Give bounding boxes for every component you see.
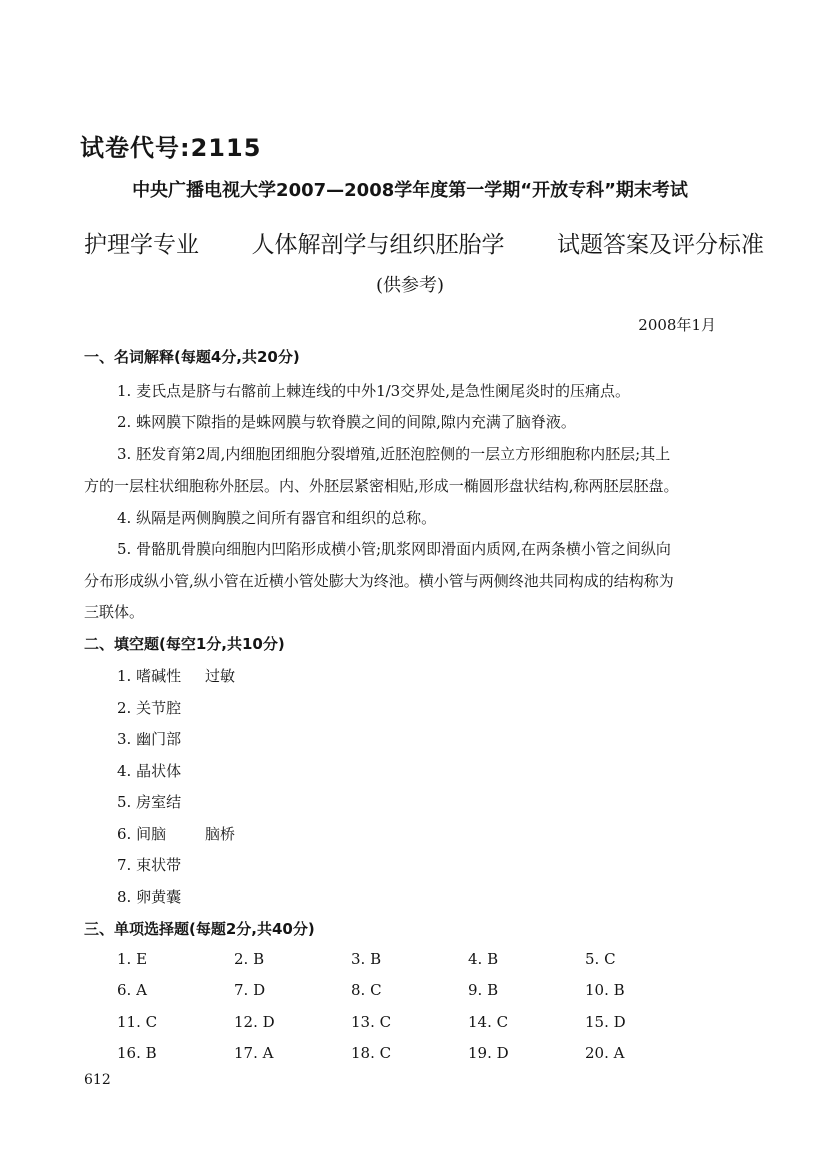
choice-answer: 11. C: [117, 1013, 158, 1031]
fill-item: [117, 886, 181, 907]
page-number: 612: [84, 1072, 111, 1088]
fill-answer: 1. 嗜碱性: [117, 667, 182, 685]
section1-heading: 一、名词解释(每题4分,共20分): [84, 348, 300, 366]
choice-answer: 20. A: [585, 1044, 625, 1062]
fill-answer: 脑桥: [205, 825, 236, 843]
choice-answer: 18. C: [351, 1044, 392, 1062]
fill-answer: 过敏: [205, 667, 236, 685]
choice-answer: 19. D: [468, 1044, 509, 1062]
answer-line: 1. 麦氏点是脐与右髂前上棘连线的中外1/3交界处,是急性阑尾炎时的压痛点。: [117, 382, 630, 400]
choice-answer: 8. C: [351, 981, 382, 999]
section2-heading: 二、填空题(每空1分,共10分): [84, 635, 285, 653]
fill-answer: 7. 束状带: [117, 856, 182, 874]
choice-answer: 15. D: [585, 1013, 626, 1031]
fill-item: [117, 665, 236, 686]
choice-answer: 12. D: [234, 1013, 275, 1031]
fill-answer: 2. 关节腔: [117, 699, 182, 717]
course-label: 人体解剖学与组织胚胎学: [251, 232, 505, 258]
reference-note: (供参考): [375, 275, 445, 296]
fill-answer: 8. 卵黄囊: [117, 888, 182, 906]
choice-answer: 6. A: [117, 981, 147, 999]
answer-line: 方的一层柱状细胞称外胚层。内、外胚层紧密相贴,形成一椭圆形盘状结构,称两胚层胚盘。: [84, 477, 679, 495]
fill-item: [117, 697, 181, 718]
exam-date: 2008年1月: [638, 316, 716, 334]
fill-answer: 4. 晶状体: [117, 762, 182, 780]
fill-item: [117, 728, 181, 749]
choice-answer: 3. B: [351, 950, 382, 968]
answer-line: 5. 骨骼肌骨膜向细胞内凹陷形成横小管;肌浆网即滑面内质网,在两条横小管之间纵向: [117, 540, 671, 558]
choice-answer: 5. C: [585, 950, 616, 968]
fill-item: [117, 823, 236, 844]
choice-answer: 16. B: [117, 1044, 157, 1062]
answer-line: 三联体。: [84, 603, 145, 621]
choice-answer: 13. C: [351, 1013, 392, 1031]
exam-subtitle: [84, 226, 764, 259]
choice-answer: 14. C: [468, 1013, 509, 1031]
choice-answer: 10. B: [585, 981, 625, 999]
fill-answer: 3. 幽门部: [117, 730, 182, 748]
fill-answer: 5. 房室结: [117, 793, 182, 811]
fill-item: [117, 760, 181, 781]
answer-line: 2. 蛛网膜下隙指的是蛛网膜与软脊膜之间的间隙,隙内充满了脑脊液。: [117, 413, 576, 431]
fill-item: [117, 854, 181, 875]
major-label: 护理学专业: [84, 232, 199, 258]
fill-answer: 6. 间脑: [117, 825, 167, 843]
choice-answer: 7. D: [234, 981, 266, 999]
fill-item: [117, 791, 181, 812]
document-type-label: 试题答案及评分标准: [557, 232, 764, 258]
choice-answer: 9. B: [468, 981, 499, 999]
answer-line: 3. 胚发育第2周,内细胞团细胞分裂增殖,近胚泡腔侧的一层立方形细胞称内胚层;其上: [117, 445, 671, 463]
choice-answer: 1. E: [117, 950, 148, 968]
section3-heading: 三、单项选择题(每题2分,共40分): [84, 920, 315, 938]
answer-line: 分布形成纵小管,纵小管在近横小管处膨大为终池。横小管与两侧终池共同构成的结构称为: [84, 572, 674, 590]
choice-answer: 4. B: [468, 950, 499, 968]
answer-line: 4. 纵隔是两侧胸膜之间所有器官和组织的总称。: [117, 509, 437, 527]
choice-answer: 17. A: [234, 1044, 274, 1062]
exam-code: 试卷代号:2115: [80, 134, 262, 162]
choice-answer: 2. B: [234, 950, 265, 968]
exam-title: 中央广播电视大学2007—2008学年度第一学期“开放专科”期末考试: [132, 180, 688, 201]
